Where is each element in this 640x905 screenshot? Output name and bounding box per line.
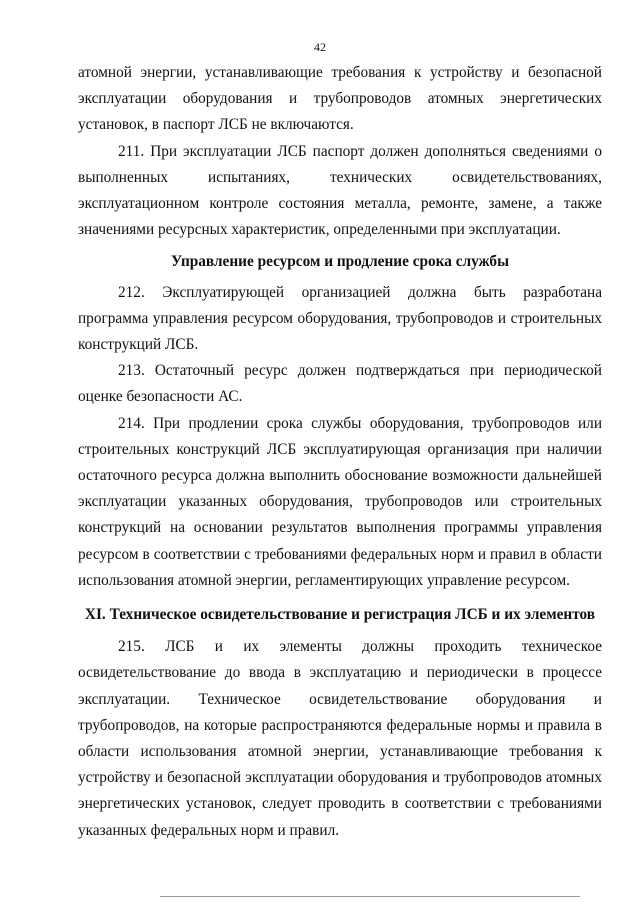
paragraph-213: 213. Остаточный ресурс должен подтверждаться при периодической оценке безопасности АС. [78,362,602,406]
subheading-resource-management: Управление ресурсом и продление срока службы [170,253,510,271]
paragraph-212: 212. Эксплуатирующей организацией должна быть разработана программа управления ресурсом оборудования, трубопроводов и строительных конструкций ЛСБ. [78,283,602,354]
bottom-edge-line [160,896,580,897]
page-body [78,60,602,844]
paragraph-continuation: атомной энергии, устанавливающие требования к устройству и безопасной эксплуатации оборудования и трубопроводов атомных энергетических установок, в паспорт ЛСБ не включаются. [78,64,602,134]
page-number: 42 [314,40,326,54]
paragraph-214: 214. При продлении срока службы оборудования, трубопроводов или строительных конструкций ЛСБ эксплуатирующая организация при наличии остаточного ресурса должна выполнить обоснование возможности дальнейшей эксплуатации указанных оборудования, трубопроводов или строительных конструкций на основании результатов выполнения программы управления ресурсом в соответствии с требованиями федеральных норм и правил в области использования атомной энергии, регламентирующих управление ресурсом. [78,414,602,589]
paragraph-211: 211. При эксплуатации ЛСБ паспорт должен дополняться сведениями о выполненных испытаниях, технических освидетельствованиях, эксплуатационном контроле состояния металла, ремонте, замене, а также значениями ресурсных характеристик, определенными при эксплуатации. [78,142,602,239]
paragraph-215: 215. ЛСБ и их элементы должны проходить техническое освидетельствование до ввода в эксплуатацию и периодически в процессе эксплуатации. Техническое освидетельствование оборудования и трубопроводов, на которые распространяются федеральные нормы и правила в области использования атомной энергии, устанавливающие требования к устройству и безопасной эксплуатации оборудования и трубопроводов атомных энергетических установок, следует проводить в соответствии с требованиями указанных федеральных норм и правил. [78,638,602,839]
section-heading-xi: XI. Техническое освидетельствование и регистрация ЛСБ и их элементов [84,606,596,624]
